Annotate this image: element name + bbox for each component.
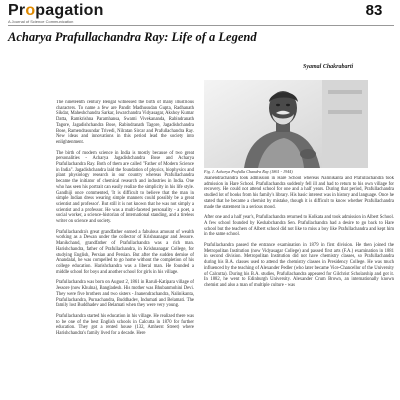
paragraph: Prafullachandra passed the entrance examination in 1879 in first division. He then joined the Metropolitan Institution (now Vidyasagar College) and passed first arts (F.A.) examination in 1881 in second division. Metropolitan Institution did not have chemistry classes, so Prafullachandra during his B.A. classes used to attend the chemistry classes in Presidency College. He was much influenced by the teaching of Alexander Pedler (who later became Vice-Chancellor of the University of Calcutta). During his B.A. studies, Prafullachandra appeared for Gilchrist Scholarship and got it. In 1882, he went to Edinburgh University. Alexander Crum Brown, an internationally known chemist and also a man of multiple culture - was	[204, 243, 394, 288]
paragraph: The nineteenth century Bengal witnessed the birth of many illustrious characters. To name a few are Pandit Madhusudan Gupta, Radhanath Sikdar, Maheshchandra Sarkar, Iswarchandra Vidyasagar, Akshoy Kumar Datta, Ramkrishna Paramhansa, Swami Vivekananda, Rabindranath Tagore, Jagadishchandra Bose, Rabindranath Tagore, Jagadishchandra Bose, Ramendrasundar Trivedi, Nilratan Sircar and Prafullachandra Ray. New ideas and innovations in this period lead the society into enlightenment.	[56, 100, 194, 145]
paragraph: Jnanendrachandra took admission in Hare School whereas Nalinikanta and Prafullachandra took admission in Hare School. Prafullachandra suddenly fell ill and had to return to his own village for recovery. He could not attend school for one and a half years. During that period, Prafullachandra studied lot of books from his family's library. His basic interest was in history and language. Once he stated that he became a chemist by mistake, though it is difficult to know whether Prafullachandra made the statement in a serious mood.	[204, 176, 394, 210]
portrait-illustration	[204, 80, 368, 168]
paragraph: After one and a half year's, Prafullachandra returned to Kolkata and took admission in Albert School. A few school founded by Keshabchandra Sen. Prafullachandra had a desire to go back to Hare school but the teachers of Albert school did not like to miss a boy like Prafullachandra and kept him in the same school.	[204, 215, 394, 238]
journal-logo: Propagation	[8, 2, 104, 19]
portrait-photo	[204, 80, 368, 168]
article-author: Syamal Chakrabarti	[303, 64, 354, 70]
paragraph: Prafullachandra was born on August 2, 1861 in Raruli-Katipara village of Jessore (now Khulna), Bangladesh. His mother was Bhubanmohini Devi. They were five brothers and two sisters - Jnanendrachandra, Nalinikanta, Prafullachandra, Purnachandra, Buddhadev, Indumati and Belamati. The family lost Buddhadev and Belamati when they were very young.	[56, 280, 194, 309]
photo-caption: Fig. 1. Acharya Prafulla Chandra Ray (1861 - 1944)	[204, 169, 293, 174]
article-title: Acharya Prafullachandra Ray: Life of a Legend	[8, 30, 257, 44]
header-divider	[8, 25, 394, 26]
logo-accent-letter: o	[25, 2, 36, 19]
paragraph: Prafullachandra started his education in his village. He realized there was to be one of the best English schools in Calcutta in 1870 for further education. They got a rented house (132, Amherst Street) where Harishchandra's family lived for a decade. Here	[56, 313, 194, 337]
paragraph: The birth of modern science in India is mostly because of two great personalities - Acharya Jagadishchandra Bose and Acharya Prafullachandra Ray. Both of them are called "Father of Modern Science in India". Jagadishchandra laid the foundation of physics, biophysics and plant physiology research in our country whereas Prafullachandra became the initiator of chemical research and industries in India. One who has seen his portrait can easily realize the simplicity in his life style. Gandhiji once commented, 'It is difficult to believe that the man in simple Indian dress wearing simple manners could possibly be a great scientist and professor'. But still it is not known that he was not simply a scientist and a professor. He was a multi-faceted personality - a poet, a social worker, a science-historian of international standing, and a tireless writer on science and society.	[56, 150, 194, 225]
page-number: 83	[365, 2, 383, 19]
paragraph: Prafullachandra's great grandfather earned a fabulous amount of wealth working as a Dewan under the collector of Krishnanagar and Jessore. Manikchand, grandfather of Prafullachandra was a rich man. Harishchandra, father of Prafullachandra, in Krishnanagar College, for studying English, Persian and Persian. But after the sudden demise of Anandalal, he was compelled to go home without the completion of his college education. Harishchandra was a liberal man. He founded a middle school for boys and another school for girls in his village.	[56, 229, 194, 275]
article-column-left	[56, 100, 194, 400]
article-column-right	[204, 176, 394, 400]
journal-header	[0, 0, 400, 24]
journal-tagline: A Journal of Science Communication	[8, 19, 74, 24]
